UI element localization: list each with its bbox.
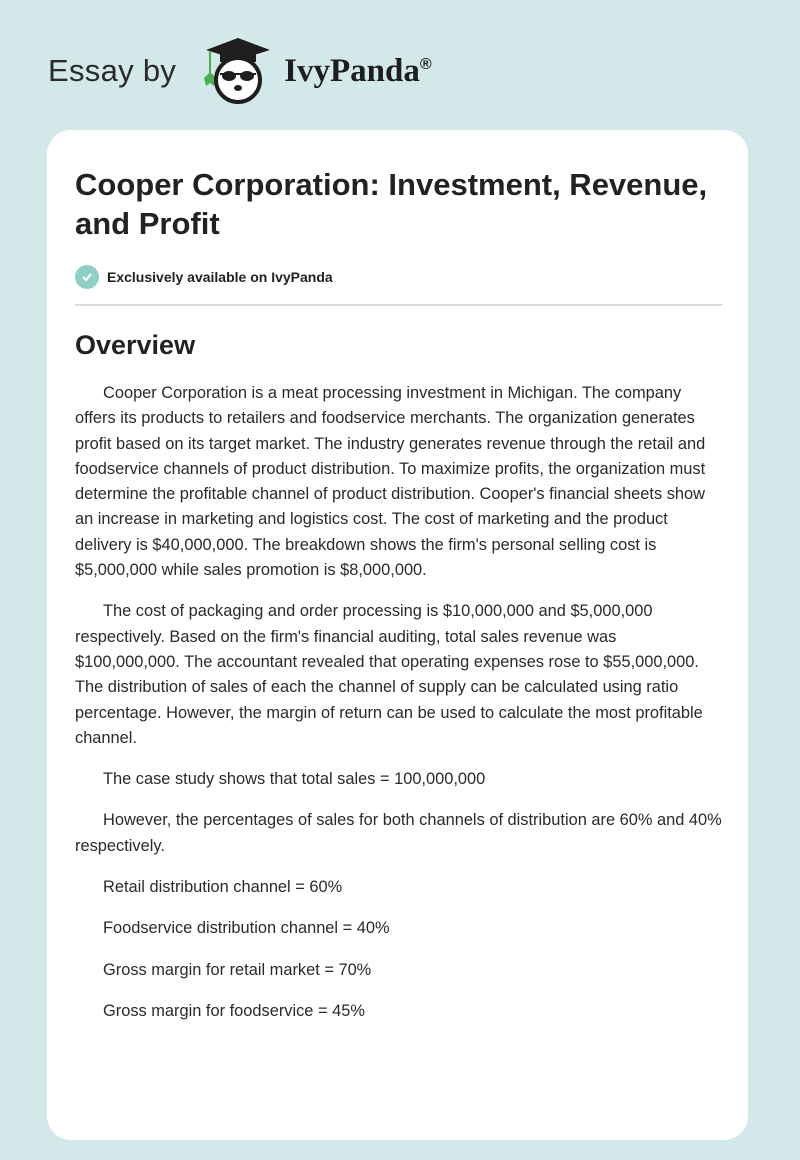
divider [75, 304, 723, 306]
paragraph: The case study shows that total sales = 100,000,000 [103, 770, 486, 789]
paragraph: Cooper Corporation is a meat processing investment in Michigan. The company offers its products to retailers and foodservice merchants. The organization generates profit based on its target market. The industry generates revenue through the retail and foodservice channels of product distribution. To maximize profits, the organization must determine the profitable channel of product distribution. Cooper's financial sheets show an increase in marketing and logistics cost. The cost of marketing and the product delivery is $40,000,000. The breakdown shows the firm's personal selling cost is $5,000,000 while sales promotion is $8,000,000. [75, 384, 706, 580]
paragraph: Gross margin for retail market = 70% [103, 960, 372, 979]
section-heading: Overview [75, 330, 196, 360]
exclusive-badge [75, 265, 723, 289]
brand-name[interactable] [284, 53, 432, 90]
paragraph: However, the percentages of sales for both channels of distribution are 60% and 40% respectively. [75, 811, 722, 855]
brand-text: IvyPanda [284, 52, 420, 89]
paragraph: The cost of packaging and order processing is $10,000,000 and $5,000,000 respectively. Based on the firm's financial auditing, total sales revenue was $100,000,000. The accountant revealed that operating expenses rose to $55,000,000. The distribution of sales of each the channel of supply can be calculated using ratio percentage. However, the margin of return can be used to calculate the most profitable channel. [75, 602, 703, 747]
registered-mark: ® [419, 55, 432, 73]
essay-by-label: Essay by [48, 53, 177, 88]
exclusive-text: Exclusively available on IvyPanda [107, 269, 333, 285]
paragraph: Gross margin for foodservice = 45% [103, 1001, 365, 1020]
essay-title: Cooper Corporation: Investment, Revenue, and Profit [75, 167, 708, 241]
check-icon [75, 265, 99, 289]
essay-card [47, 130, 748, 1140]
essay-content [75, 165, 723, 1040]
paragraph: Foodservice distribution channel = 40% [103, 919, 390, 938]
paragraph: Retail distribution channel = 60% [103, 878, 343, 897]
site-header [48, 36, 432, 106]
panda-logo-icon[interactable] [196, 36, 280, 106]
